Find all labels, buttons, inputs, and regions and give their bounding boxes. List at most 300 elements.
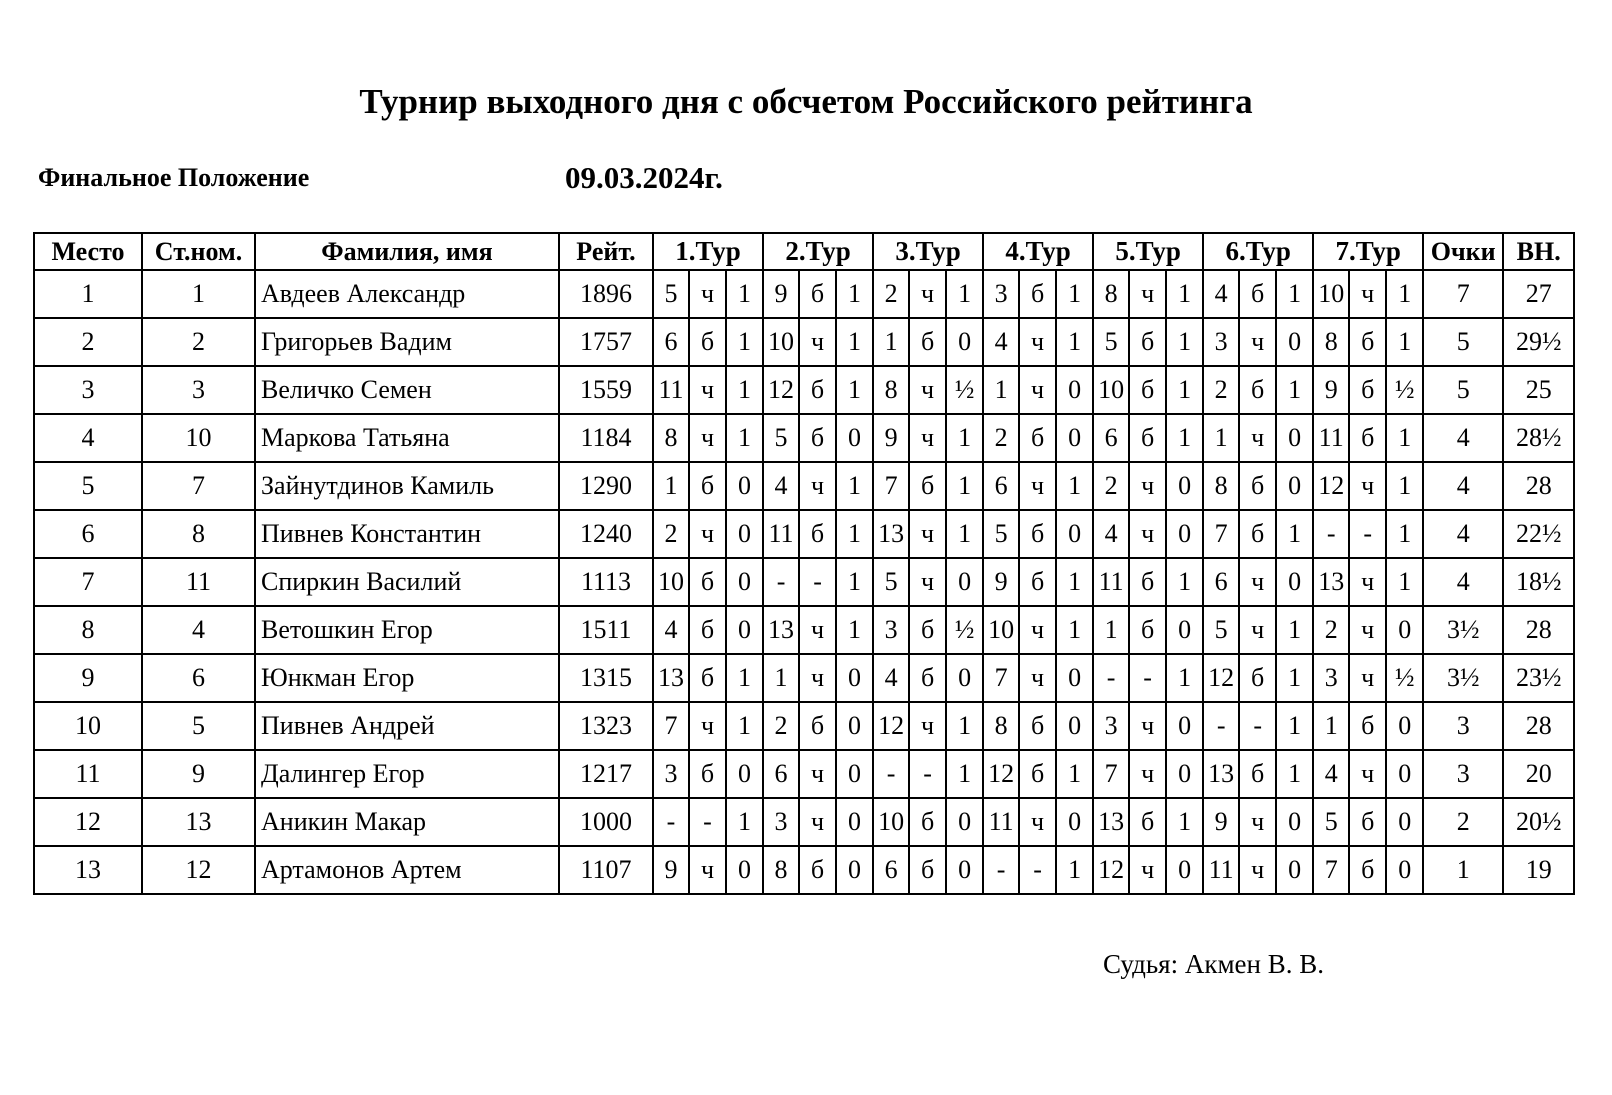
cell-round-7-opponent: 4 [1313, 750, 1349, 798]
cell-points: 3½ [1423, 654, 1503, 702]
cell-round-2-opponent: 11 [763, 510, 799, 558]
cell-round-3-color: ч [909, 702, 946, 750]
cell-round-1-opponent: 3 [653, 750, 689, 798]
cell-rating: 1896 [559, 270, 653, 318]
cell-round-7-result: 0 [1386, 702, 1423, 750]
cell-points: 7 [1423, 270, 1503, 318]
cell-round-7-opponent: 2 [1313, 606, 1349, 654]
cell-place: 5 [34, 462, 142, 510]
header-round-7: 7.Тур [1313, 233, 1423, 270]
cell-round-6-color: б [1239, 366, 1276, 414]
cell-round-2-result: 1 [836, 606, 873, 654]
cell-name: Спиркин Василий [255, 558, 559, 606]
cell-round-2-color: ч [799, 798, 836, 846]
cell-round-6-opponent: 4 [1203, 270, 1239, 318]
cell-round-2-result: 0 [836, 702, 873, 750]
cell-round-1-result: 1 [726, 414, 763, 462]
cell-points: 4 [1423, 510, 1503, 558]
cell-round-1-color: б [689, 750, 726, 798]
cell-round-2-opponent: 4 [763, 462, 799, 510]
cell-round-5-color: ч [1129, 270, 1166, 318]
cell-round-1-opponent: 8 [653, 414, 689, 462]
cell-round-1-result: 0 [726, 462, 763, 510]
table-row [34, 558, 1574, 606]
cell-round-7-opponent: 5 [1313, 798, 1349, 846]
cell-round-3-opponent: 6 [873, 846, 909, 894]
cell-buchholz: 28 [1503, 462, 1574, 510]
cell-round-7-color: ч [1349, 462, 1386, 510]
cell-round-4-result: 0 [1056, 702, 1093, 750]
cell-buchholz: 20½ [1503, 798, 1574, 846]
cell-rating: 1559 [559, 366, 653, 414]
cell-round-2-opponent: 10 [763, 318, 799, 366]
cell-rating: 1240 [559, 510, 653, 558]
header-round-4: 4.Тур [983, 233, 1093, 270]
table-row [34, 462, 1574, 510]
standings-table [33, 232, 1575, 895]
cell-round-6-result: 1 [1276, 366, 1313, 414]
cell-round-4-opponent: 9 [983, 558, 1019, 606]
cell-round-4-opponent: 2 [983, 414, 1019, 462]
cell-name: Маркова Татьяна [255, 414, 559, 462]
cell-round-5-color: б [1129, 798, 1166, 846]
cell-round-1-opponent: 13 [653, 654, 689, 702]
cell-round-3-result: 0 [946, 654, 983, 702]
cell-round-5-result: 0 [1166, 462, 1203, 510]
cell-name: Юнкман Егор [255, 654, 559, 702]
table-row [34, 414, 1574, 462]
cell-round-6-color: б [1239, 462, 1276, 510]
cell-round-6-result: 0 [1276, 558, 1313, 606]
cell-round-3-color: б [909, 462, 946, 510]
cell-round-2-result: 0 [836, 846, 873, 894]
cell-round-2-color: ч [799, 606, 836, 654]
cell-round-5-opponent: 4 [1093, 510, 1129, 558]
cell-round-3-result: 0 [946, 318, 983, 366]
cell-round-4-color: ч [1019, 462, 1056, 510]
cell-round-2-result: 0 [836, 750, 873, 798]
cell-round-4-result: 1 [1056, 750, 1093, 798]
cell-round-2-color: ч [799, 654, 836, 702]
cell-rating: 1323 [559, 702, 653, 750]
cell-round-3-opponent: 10 [873, 798, 909, 846]
cell-start-number: 5 [142, 702, 255, 750]
cell-round-5-result: 1 [1166, 654, 1203, 702]
cell-round-5-result: 1 [1166, 318, 1203, 366]
cell-round-6-opponent: 9 [1203, 798, 1239, 846]
cell-buchholz: 18½ [1503, 558, 1574, 606]
table-row [34, 798, 1574, 846]
cell-round-6-opponent: 3 [1203, 318, 1239, 366]
cell-round-5-result: 1 [1166, 558, 1203, 606]
cell-round-2-result: 1 [836, 558, 873, 606]
cell-round-2-color: ч [799, 750, 836, 798]
cell-round-2-opponent: 1 [763, 654, 799, 702]
cell-round-4-opponent: 5 [983, 510, 1019, 558]
cell-name: Пивнев Константин [255, 510, 559, 558]
cell-rating: 1217 [559, 750, 653, 798]
cell-rating: 1315 [559, 654, 653, 702]
table-header-row [34, 233, 1574, 270]
cell-round-4-opponent: 11 [983, 798, 1019, 846]
cell-round-6-color: б [1239, 510, 1276, 558]
cell-place: 7 [34, 558, 142, 606]
cell-buchholz: 29½ [1503, 318, 1574, 366]
cell-points: 5 [1423, 366, 1503, 414]
cell-round-1-color: ч [689, 270, 726, 318]
cell-round-1-result: 1 [726, 654, 763, 702]
cell-round-7-result: 0 [1386, 750, 1423, 798]
cell-name: Величко Семен [255, 366, 559, 414]
cell-round-6-opponent: 5 [1203, 606, 1239, 654]
cell-round-7-opponent: 8 [1313, 318, 1349, 366]
cell-round-3-opponent: 7 [873, 462, 909, 510]
cell-round-2-opponent: 5 [763, 414, 799, 462]
cell-round-3-opponent: 13 [873, 510, 909, 558]
cell-round-6-color: ч [1239, 846, 1276, 894]
cell-round-1-color: б [689, 318, 726, 366]
cell-round-6-color: б [1239, 654, 1276, 702]
cell-start-number: 6 [142, 654, 255, 702]
cell-round-5-opponent: 12 [1093, 846, 1129, 894]
cell-round-7-color: б [1349, 366, 1386, 414]
cell-round-4-result: 0 [1056, 366, 1093, 414]
cell-round-3-color: б [909, 654, 946, 702]
cell-round-7-opponent: 11 [1313, 414, 1349, 462]
cell-round-5-opponent: 7 [1093, 750, 1129, 798]
cell-round-1-opponent: 2 [653, 510, 689, 558]
header-round-2: 2.Тур [763, 233, 873, 270]
cell-round-3-opponent: 8 [873, 366, 909, 414]
cell-round-3-color: ч [909, 366, 946, 414]
cell-round-1-opponent: 7 [653, 702, 689, 750]
cell-round-7-color: б [1349, 846, 1386, 894]
cell-round-3-result: 0 [946, 558, 983, 606]
cell-points: 2 [1423, 798, 1503, 846]
cell-name: Артамонов Артем [255, 846, 559, 894]
header-buchholz: ВН. [1503, 233, 1574, 270]
cell-round-4-result: 1 [1056, 606, 1093, 654]
cell-round-7-opponent: 9 [1313, 366, 1349, 414]
cell-round-2-result: 0 [836, 798, 873, 846]
table-row [34, 846, 1574, 894]
header-name: Фамилия, имя [255, 233, 559, 270]
cell-round-2-result: 1 [836, 462, 873, 510]
cell-name: Ветошкин Егор [255, 606, 559, 654]
cell-round-5-result: 0 [1166, 606, 1203, 654]
cell-round-2-result: 0 [836, 654, 873, 702]
header-place: Место [34, 233, 142, 270]
cell-round-4-result: 1 [1056, 558, 1093, 606]
cell-round-1-color: б [689, 606, 726, 654]
cell-round-3-color: б [909, 798, 946, 846]
cell-round-5-color: б [1129, 606, 1166, 654]
cell-round-2-result: 1 [836, 318, 873, 366]
cell-round-6-result: 0 [1276, 414, 1313, 462]
cell-round-5-opponent: 8 [1093, 270, 1129, 318]
cell-round-3-result: 1 [946, 270, 983, 318]
cell-buchholz: 27 [1503, 270, 1574, 318]
table-row [34, 750, 1574, 798]
cell-round-2-opponent: 12 [763, 366, 799, 414]
cell-round-1-color: б [689, 462, 726, 510]
cell-round-7-opponent: 12 [1313, 462, 1349, 510]
cell-round-4-opponent: 12 [983, 750, 1019, 798]
cell-round-2-color: б [799, 846, 836, 894]
cell-start-number: 7 [142, 462, 255, 510]
table-row [34, 270, 1574, 318]
cell-points: 4 [1423, 414, 1503, 462]
cell-rating: 1290 [559, 462, 653, 510]
cell-round-4-color: б [1019, 510, 1056, 558]
cell-round-1-color: ч [689, 366, 726, 414]
cell-round-7-color: б [1349, 702, 1386, 750]
cell-round-1-result: 1 [726, 798, 763, 846]
cell-round-5-result: 1 [1166, 366, 1203, 414]
cell-round-4-color: ч [1019, 366, 1056, 414]
header-points: Очки [1423, 233, 1503, 270]
cell-round-4-color: ч [1019, 798, 1056, 846]
cell-name: Авдеев Александр [255, 270, 559, 318]
cell-round-5-opponent: 3 [1093, 702, 1129, 750]
cell-round-3-result: 1 [946, 510, 983, 558]
cell-round-3-result: 1 [946, 750, 983, 798]
cell-round-6-opponent: 12 [1203, 654, 1239, 702]
cell-round-1-result: 1 [726, 702, 763, 750]
judge-signature-line: Судья: Акмен В. В. [1103, 949, 1325, 979]
table-row [34, 318, 1574, 366]
cell-round-6-color: ч [1239, 558, 1276, 606]
cell-round-1-opponent: 11 [653, 366, 689, 414]
table-row [34, 606, 1574, 654]
cell-round-4-color: б [1019, 558, 1056, 606]
cell-round-5-color: ч [1129, 750, 1166, 798]
cell-round-2-color: б [799, 270, 836, 318]
cell-place: 10 [34, 702, 142, 750]
cell-round-5-color: ч [1129, 510, 1166, 558]
standings-body [34, 270, 1574, 894]
cell-round-7-color: б [1349, 318, 1386, 366]
cell-round-7-result: ½ [1386, 366, 1423, 414]
cell-round-7-result: 1 [1386, 510, 1423, 558]
cell-round-5-result: 1 [1166, 270, 1203, 318]
cell-round-4-result: 0 [1056, 510, 1093, 558]
cell-name: Зайнутдинов Камиль [255, 462, 559, 510]
cell-round-1-result: 0 [726, 846, 763, 894]
cell-round-4-color: б [1019, 750, 1056, 798]
header-round-5: 5.Тур [1093, 233, 1203, 270]
cell-round-2-opponent: 13 [763, 606, 799, 654]
cell-round-3-result: ½ [946, 606, 983, 654]
cell-buchholz: 28 [1503, 702, 1574, 750]
cell-round-5-result: 0 [1166, 846, 1203, 894]
cell-round-5-opponent: 1 [1093, 606, 1129, 654]
cell-round-5-color: б [1129, 318, 1166, 366]
cell-round-1-result: 1 [726, 318, 763, 366]
cell-place: 6 [34, 510, 142, 558]
cell-round-4-result: 1 [1056, 846, 1093, 894]
cell-round-1-result: 1 [726, 366, 763, 414]
cell-round-1-opponent: 1 [653, 462, 689, 510]
cell-round-1-opponent: 10 [653, 558, 689, 606]
table-row [34, 510, 1574, 558]
cell-start-number: 13 [142, 798, 255, 846]
cell-round-1-color: ч [689, 414, 726, 462]
table-row [34, 702, 1574, 750]
cell-round-7-opponent: 3 [1313, 654, 1349, 702]
cell-buchholz: 28 [1503, 606, 1574, 654]
cell-round-4-opponent: - [983, 846, 1019, 894]
cell-points: 3½ [1423, 606, 1503, 654]
cell-round-6-color: б [1239, 270, 1276, 318]
cell-place: 1 [34, 270, 142, 318]
cell-round-1-result: 0 [726, 510, 763, 558]
cell-round-2-color: б [799, 366, 836, 414]
cell-round-1-opponent: - [653, 798, 689, 846]
cell-round-7-result: 1 [1386, 558, 1423, 606]
cell-round-5-color: ч [1129, 846, 1166, 894]
cell-place: 2 [34, 318, 142, 366]
cell-round-7-opponent: - [1313, 510, 1349, 558]
cell-round-1-result: 0 [726, 750, 763, 798]
cell-round-3-color: - [909, 750, 946, 798]
cell-buchholz: 20 [1503, 750, 1574, 798]
cell-round-7-result: 0 [1386, 798, 1423, 846]
cell-buchholz: 25 [1503, 366, 1574, 414]
cell-name: Григорьев Вадим [255, 318, 559, 366]
cell-name: Далингер Егор [255, 750, 559, 798]
cell-round-2-opponent: 3 [763, 798, 799, 846]
cell-round-2-opponent: - [763, 558, 799, 606]
cell-round-4-color: б [1019, 270, 1056, 318]
cell-round-4-result: 0 [1056, 414, 1093, 462]
cell-round-7-result: 0 [1386, 846, 1423, 894]
cell-round-7-color: ч [1349, 606, 1386, 654]
cell-round-7-opponent: 7 [1313, 846, 1349, 894]
cell-round-4-color: - [1019, 846, 1056, 894]
cell-round-4-opponent: 3 [983, 270, 1019, 318]
cell-rating: 1107 [559, 846, 653, 894]
cell-round-6-result: 1 [1276, 702, 1313, 750]
header-rating: Рейт. [559, 233, 653, 270]
cell-round-5-opponent: 13 [1093, 798, 1129, 846]
cell-round-4-result: 0 [1056, 654, 1093, 702]
header-round-1: 1.Тур [653, 233, 763, 270]
cell-round-4-result: 1 [1056, 462, 1093, 510]
cell-round-3-result: 1 [946, 462, 983, 510]
cell-round-1-opponent: 4 [653, 606, 689, 654]
cell-round-6-opponent: 13 [1203, 750, 1239, 798]
cell-round-2-opponent: 8 [763, 846, 799, 894]
cell-round-6-opponent: 1 [1203, 414, 1239, 462]
cell-points: 1 [1423, 846, 1503, 894]
cell-round-2-color: - [799, 558, 836, 606]
cell-round-7-color: ч [1349, 558, 1386, 606]
cell-round-3-color: б [909, 846, 946, 894]
cell-start-number: 1 [142, 270, 255, 318]
cell-round-3-color: ч [909, 558, 946, 606]
cell-round-1-color: - [689, 798, 726, 846]
cell-round-7-color: б [1349, 414, 1386, 462]
cell-round-3-opponent: - [873, 750, 909, 798]
header-round-3: 3.Тур [873, 233, 983, 270]
cell-start-number: 8 [142, 510, 255, 558]
cell-round-6-result: 1 [1276, 750, 1313, 798]
cell-round-6-opponent: 6 [1203, 558, 1239, 606]
cell-start-number: 4 [142, 606, 255, 654]
table-row [34, 366, 1574, 414]
cell-round-5-color: ч [1129, 462, 1166, 510]
cell-round-3-color: ч [909, 270, 946, 318]
cell-round-7-color: б [1349, 798, 1386, 846]
cell-round-3-color: ч [909, 414, 946, 462]
cell-buchholz: 28½ [1503, 414, 1574, 462]
cell-round-6-result: 0 [1276, 462, 1313, 510]
cell-round-6-color: - [1239, 702, 1276, 750]
cell-start-number: 11 [142, 558, 255, 606]
cell-round-1-color: ч [689, 846, 726, 894]
cell-round-6-result: 1 [1276, 270, 1313, 318]
cell-round-4-opponent: 4 [983, 318, 1019, 366]
cell-round-7-opponent: 13 [1313, 558, 1349, 606]
cell-round-6-color: б [1239, 750, 1276, 798]
cell-round-5-color: б [1129, 558, 1166, 606]
cell-place: 13 [34, 846, 142, 894]
cell-round-4-result: 1 [1056, 270, 1093, 318]
cell-round-1-opponent: 9 [653, 846, 689, 894]
cell-name: Пивнев Андрей [255, 702, 559, 750]
cell-round-7-color: ч [1349, 750, 1386, 798]
cell-round-3-opponent: 4 [873, 654, 909, 702]
cell-round-5-opponent: 5 [1093, 318, 1129, 366]
cell-round-4-opponent: 6 [983, 462, 1019, 510]
cell-round-4-color: б [1019, 414, 1056, 462]
cell-points: 4 [1423, 462, 1503, 510]
cell-round-1-result: 0 [726, 558, 763, 606]
cell-round-7-result: 1 [1386, 462, 1423, 510]
cell-round-2-result: 1 [836, 366, 873, 414]
cell-round-5-result: 0 [1166, 510, 1203, 558]
cell-points: 4 [1423, 558, 1503, 606]
cell-round-3-opponent: 1 [873, 318, 909, 366]
cell-round-7-opponent: 1 [1313, 702, 1349, 750]
cell-round-1-color: ч [689, 702, 726, 750]
cell-round-6-result: 1 [1276, 510, 1313, 558]
cell-round-6-color: ч [1239, 606, 1276, 654]
cell-round-6-result: 1 [1276, 606, 1313, 654]
cell-start-number: 9 [142, 750, 255, 798]
cell-round-3-result: ½ [946, 366, 983, 414]
cell-start-number: 3 [142, 366, 255, 414]
cell-round-6-opponent: - [1203, 702, 1239, 750]
cell-round-2-color: б [799, 510, 836, 558]
cell-round-7-result: ½ [1386, 654, 1423, 702]
cell-round-2-opponent: 2 [763, 702, 799, 750]
cell-round-4-opponent: 10 [983, 606, 1019, 654]
cell-round-7-color: - [1349, 510, 1386, 558]
cell-round-3-opponent: 12 [873, 702, 909, 750]
cell-round-4-opponent: 7 [983, 654, 1019, 702]
cell-points: 3 [1423, 750, 1503, 798]
cell-buchholz: 19 [1503, 846, 1574, 894]
cell-round-5-opponent: 11 [1093, 558, 1129, 606]
cell-round-4-color: ч [1019, 654, 1056, 702]
cell-round-3-opponent: 9 [873, 414, 909, 462]
cell-place: 9 [34, 654, 142, 702]
cell-round-3-color: ч [909, 510, 946, 558]
cell-round-5-opponent: - [1093, 654, 1129, 702]
cell-rating: 1757 [559, 318, 653, 366]
